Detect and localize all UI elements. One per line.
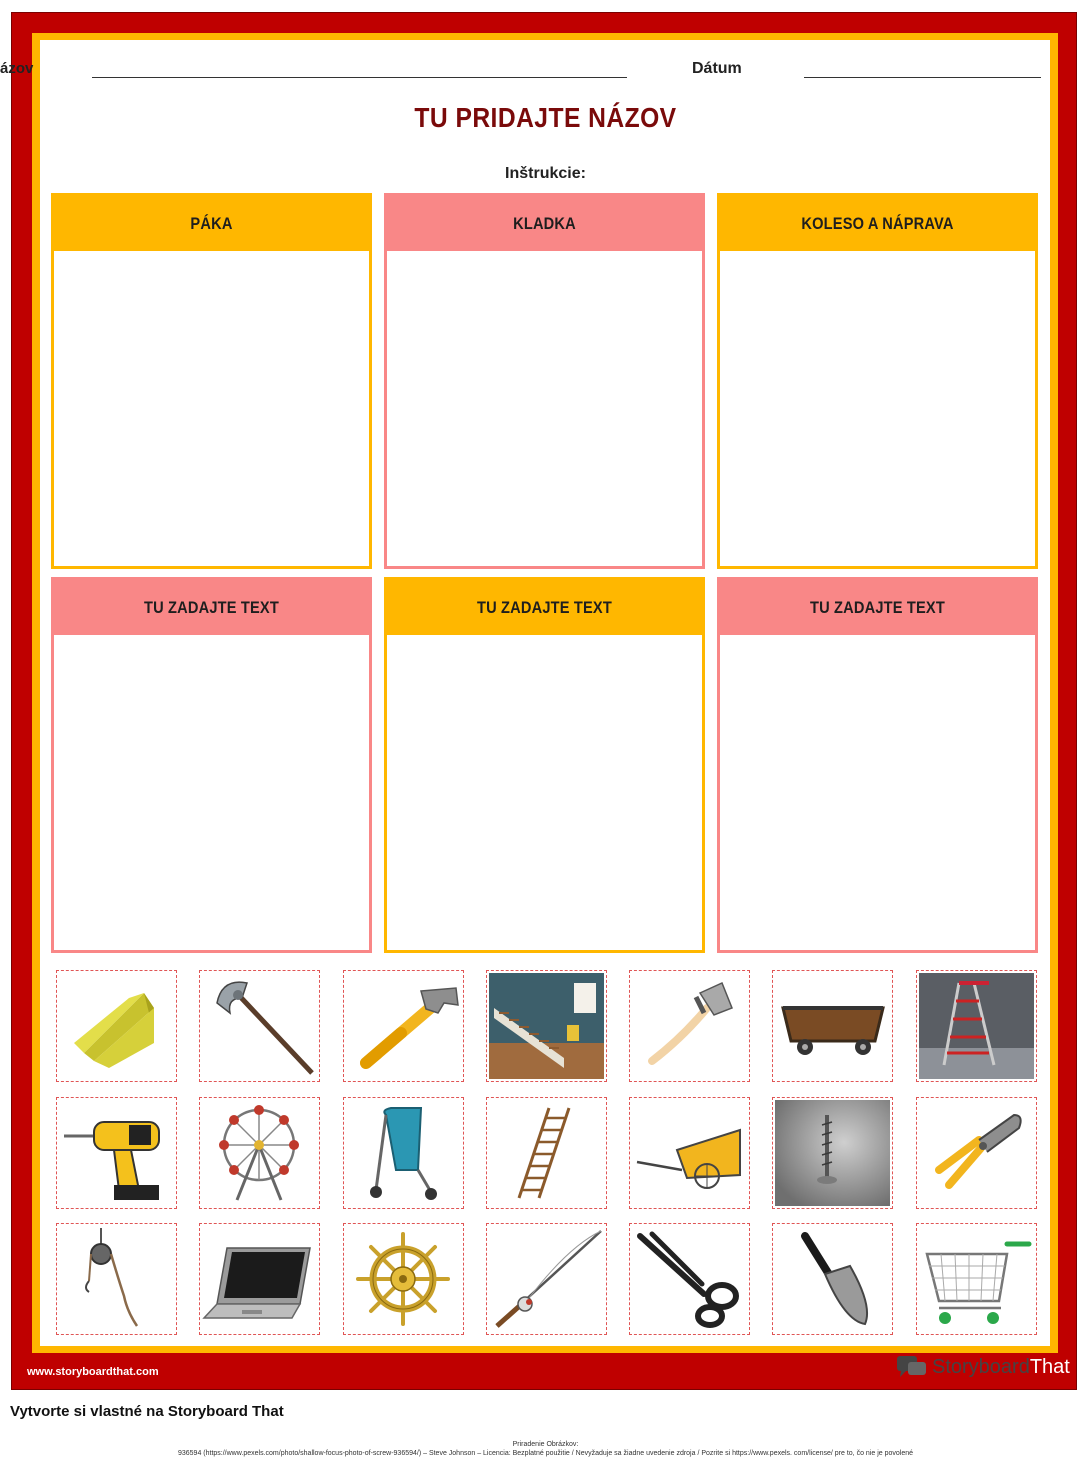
- ladder-icon: [489, 1100, 604, 1206]
- picture-card[interactable]: [199, 1097, 320, 1209]
- laptop-icon: [202, 1226, 317, 1332]
- hammer-icon: [346, 973, 461, 1079]
- stroller-icon: [346, 1100, 461, 1206]
- create-your-own-link[interactable]: Vytvorte si vlastné na Storyboard That: [10, 1403, 284, 1420]
- picture-card[interactable]: [199, 1223, 320, 1335]
- picture-card[interactable]: [199, 970, 320, 1082]
- panel-header: [720, 580, 1035, 635]
- picture-card[interactable]: [916, 1097, 1037, 1209]
- pulley-icon: [59, 1226, 174, 1332]
- panel-title: TU ZADAJTE TEXT: [144, 597, 279, 617]
- speech-bubbles-icon: [896, 1354, 928, 1380]
- shopping-cart-icon: [919, 1226, 1034, 1332]
- picture-card[interactable]: [916, 970, 1037, 1082]
- stair-lift-icon: [489, 973, 604, 1079]
- wheelbarrow-icon: [632, 1100, 747, 1206]
- attribution-text: 936594 (https://www.pexels.com/photo/shallow-focus-photo-of-screw-936594/) – Steve Johnson – Licencia: Bezplatné použitie / Nevyžaduje sa žiadne uvedenie zdroja / Pozrite si https://www.pexels. com/license/ pre to, čo nie je povolené: [177, 1450, 913, 1457]
- worksheet-title[interactable]: TU PRIDAJTE NÁZOV: [414, 102, 677, 133]
- wedge-icon: [59, 973, 174, 1079]
- picture-card[interactable]: [343, 1223, 464, 1335]
- picture-card[interactable]: [629, 1223, 750, 1335]
- drill-icon: [59, 1100, 174, 1206]
- panel-wheel-axle[interactable]: [717, 193, 1038, 569]
- picture-card[interactable]: [772, 1223, 893, 1335]
- picture-card[interactable]: [486, 970, 607, 1082]
- name-label: ázov: [0, 60, 34, 77]
- panel-header: [387, 580, 702, 635]
- step-ladder-icon: [919, 973, 1034, 1079]
- attribution-heading: Priradenie Obrázkov:: [512, 1441, 579, 1448]
- panel-header: [54, 196, 369, 251]
- panel-title: TU ZADAJTE TEXT: [477, 597, 612, 617]
- footer-url[interactable]: www.storyboardthat.com: [27, 1366, 159, 1378]
- axe-icon: [202, 973, 317, 1079]
- picture-card[interactable]: [486, 1097, 607, 1209]
- trowel-icon: [775, 1226, 890, 1332]
- panel-text-3[interactable]: [717, 577, 1038, 953]
- date-label: Dátum: [692, 60, 742, 77]
- pliers-icon: [919, 1100, 1034, 1206]
- panel-text-2[interactable]: [384, 577, 705, 953]
- picture-card[interactable]: [343, 970, 464, 1082]
- picture-card[interactable]: [772, 970, 893, 1082]
- picture-card[interactable]: [916, 1223, 1037, 1335]
- picture-card[interactable]: [629, 970, 750, 1082]
- mine-cart-icon: [775, 973, 890, 1079]
- hatchet-icon: [632, 973, 747, 1079]
- panel-header: [387, 196, 702, 251]
- panel-title: KLADKA: [513, 213, 576, 233]
- panel-lever[interactable]: [51, 193, 372, 569]
- screw-icon: [775, 1100, 890, 1206]
- panel-pulley[interactable]: [384, 193, 705, 569]
- panel-title: KOLESO A NÁPRAVA: [801, 213, 954, 233]
- picture-card[interactable]: [343, 1097, 464, 1209]
- panel-header: [720, 196, 1035, 251]
- panel-title: TU ZADAJTE TEXT: [810, 597, 945, 617]
- date-input-line[interactable]: [804, 77, 1041, 78]
- panel-title: PÁKA: [190, 213, 233, 233]
- picture-card[interactable]: [56, 1097, 177, 1209]
- instructions-label[interactable]: Inštrukcie:: [505, 165, 586, 182]
- panel-header: [54, 580, 369, 635]
- brand-text: StoryboardThat: [932, 1355, 1070, 1378]
- picture-card[interactable]: [56, 970, 177, 1082]
- name-input-line[interactable]: [92, 77, 627, 78]
- picture-card[interactable]: [772, 1097, 893, 1209]
- fishing-rod-icon: [489, 1226, 604, 1332]
- scissors-icon: [632, 1226, 747, 1332]
- panel-text-1[interactable]: [51, 577, 372, 953]
- picture-card[interactable]: [56, 1223, 177, 1335]
- picture-card[interactable]: [486, 1223, 607, 1335]
- storyboardthat-logo[interactable]: [896, 1354, 1070, 1380]
- ship-wheel-icon: [346, 1226, 461, 1332]
- ferris-wheel-icon: [202, 1100, 317, 1206]
- picture-card[interactable]: [629, 1097, 750, 1209]
